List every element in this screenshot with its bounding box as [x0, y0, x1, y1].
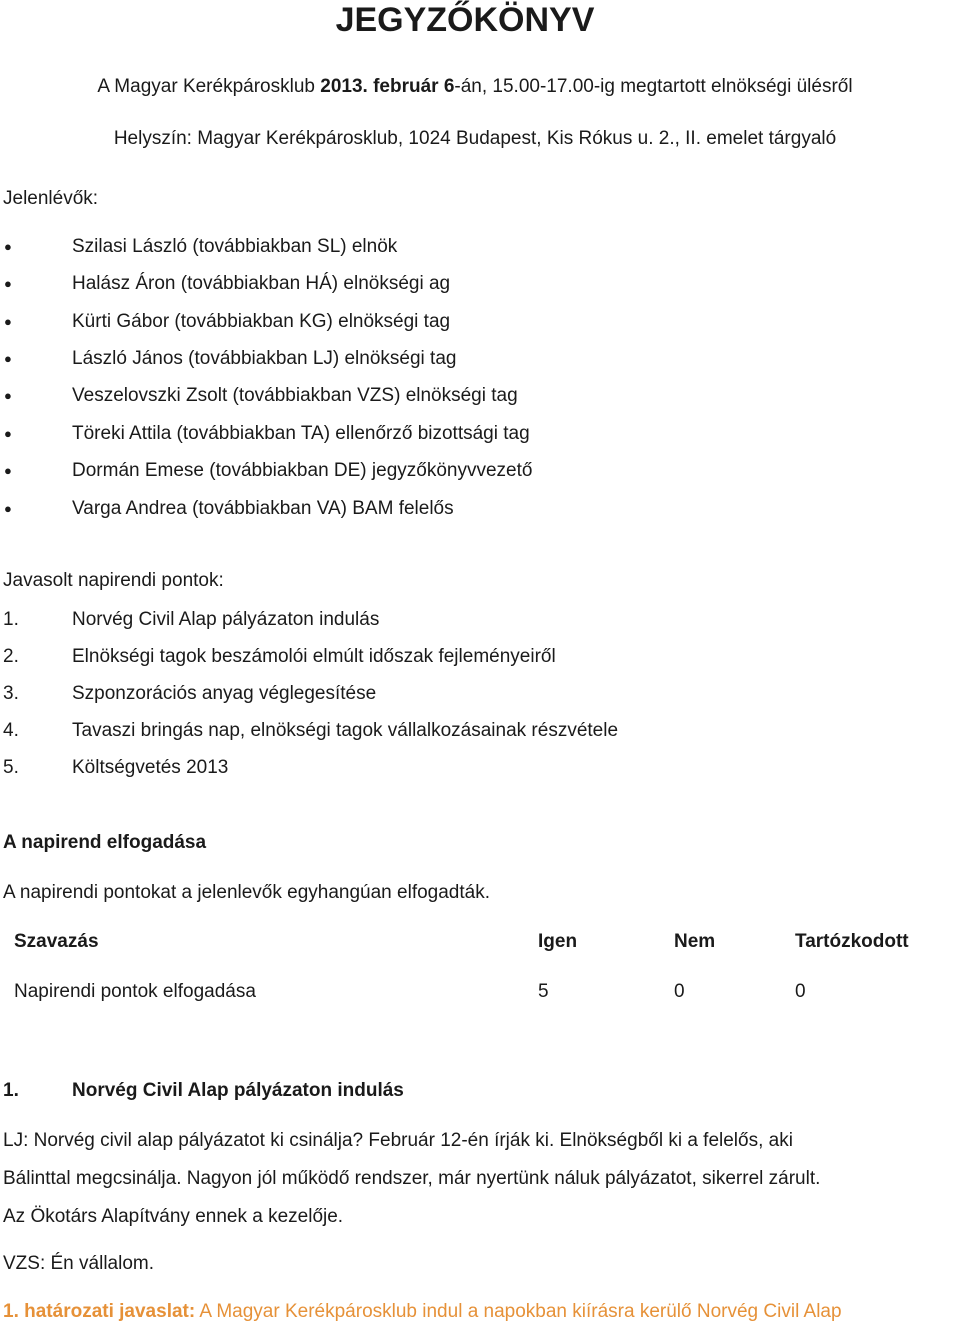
section-paragraph-line: Az Ökotárs Alapítvány ennek a kezelője.	[3, 1206, 344, 1227]
attendee-item: Halász Áron (továbbiakban HÁ) elnökségi ag	[72, 273, 451, 294]
agenda-acceptance-heading: A napirend elfogadása	[3, 832, 207, 853]
agenda-item-number: 1.	[3, 609, 19, 630]
agenda-item-text: Költségvetés 2013	[72, 757, 229, 778]
agenda-label: Javasolt napirendi pontok:	[3, 570, 224, 591]
agenda-item-number: 4.	[3, 720, 19, 741]
resolution-text: A Magyar Kerékpárosklub indul a napokban kiírásra kerülő Norvég Civil Alap	[195, 1301, 842, 1322]
attendee-item: Kürti Gábor (továbbiakban KG) elnökségi tag	[72, 311, 451, 332]
agenda-item-text: Tavaszi bringás nap, elnökségi tagok vállalkozásainak részvétele	[72, 720, 619, 741]
attendee-item: Szilasi László (továbbiakban SL) elnök	[72, 236, 398, 257]
bullet-icon: ●	[4, 276, 12, 291]
subtitle-suffix: -án, 15.00-17.00-ig megtartott elnökségi ülésről	[454, 76, 853, 97]
vote-header-no: Nem	[674, 931, 716, 952]
agenda-item-number: 3.	[3, 683, 19, 704]
agenda-item-text: Elnökségi tagok beszámolói elmúlt időszak fejleményeiről	[72, 646, 556, 667]
vote-row-abstain: 0	[795, 981, 806, 1002]
attendee-item: Töreki Attila (továbbiakban TA) ellenőrző bizottsági tag	[72, 423, 530, 444]
agenda-item-number: 2.	[3, 646, 19, 667]
attendee-item: Varga Andrea (továbbiakban VA) BAM felelős	[72, 498, 454, 519]
bullet-icon: ●	[4, 426, 12, 441]
bullet-icon: ●	[4, 388, 12, 403]
resolution-proposal	[3, 1300, 842, 1324]
document-title: JEGYZŐKÖNYV	[335, 1, 595, 39]
vzs-statement: VZS: Én vállalom.	[3, 1253, 154, 1274]
vote-row-subject: Napirendi pontok elfogadása	[14, 981, 256, 1002]
bullet-icon: ●	[4, 501, 12, 516]
subtitle-prefix: A Magyar Kerékpárosklub	[97, 76, 321, 97]
vote-row-no: 0	[674, 981, 685, 1002]
section-paragraph-line: LJ: Norvég civil alap pályázatot ki csinálja? Február 12-én írják ki. Elnökségből ki a felelős, aki	[3, 1130, 793, 1151]
resolution-label: 1. határozati javaslat:	[3, 1301, 196, 1322]
vote-header-vote: Szavazás	[14, 931, 99, 952]
section-paragraph-line: Bálinttal megcsinálja. Nagyon jól működő rendszer, már nyertünk náluk pályázatot, sikerrel zárult.	[3, 1168, 821, 1189]
agenda-acceptance-text: A napirendi pontokat a jelenlevők egyhangúan elfogadták.	[3, 882, 490, 903]
agenda-item-text: Norvég Civil Alap pályázaton indulás	[72, 609, 380, 630]
section-number: 1.	[3, 1080, 19, 1101]
attendee-item: Dormán Emese (továbbiakban DE) jegyzőkönyvvezető	[72, 460, 533, 481]
meeting-location: Helyszín: Magyar Kerékpárosklub, 1024 Budapest, Kis Rókus u. 2., II. emelet tárgyaló	[113, 128, 837, 149]
attendees-label: Jelenlévők:	[3, 188, 99, 209]
attendee-item: Veszelovszki Zsolt (továbbiakban VZS) elnökségi tag	[72, 385, 518, 406]
bullet-icon: ●	[4, 314, 12, 329]
attendee-item: László János (továbbiakban LJ) elnökségi tag	[72, 348, 457, 369]
vote-header-yes: Igen	[538, 931, 578, 952]
bullet-icon: ●	[4, 351, 12, 366]
bullet-icon: ●	[4, 463, 12, 478]
section-title: Norvég Civil Alap pályázaton indulás	[72, 1080, 404, 1101]
agenda-item-text: Szponzorációs anyag véglegesítése	[72, 683, 377, 704]
agenda-item-number: 5.	[3, 757, 19, 778]
subtitle-date: 2013. február 6	[320, 76, 455, 97]
vote-header-abstain: Tartózkodott	[795, 931, 909, 952]
bullet-icon: ●	[4, 239, 12, 254]
vote-row-yes: 5	[538, 981, 549, 1002]
meeting-subtitle	[0, 75, 950, 99]
